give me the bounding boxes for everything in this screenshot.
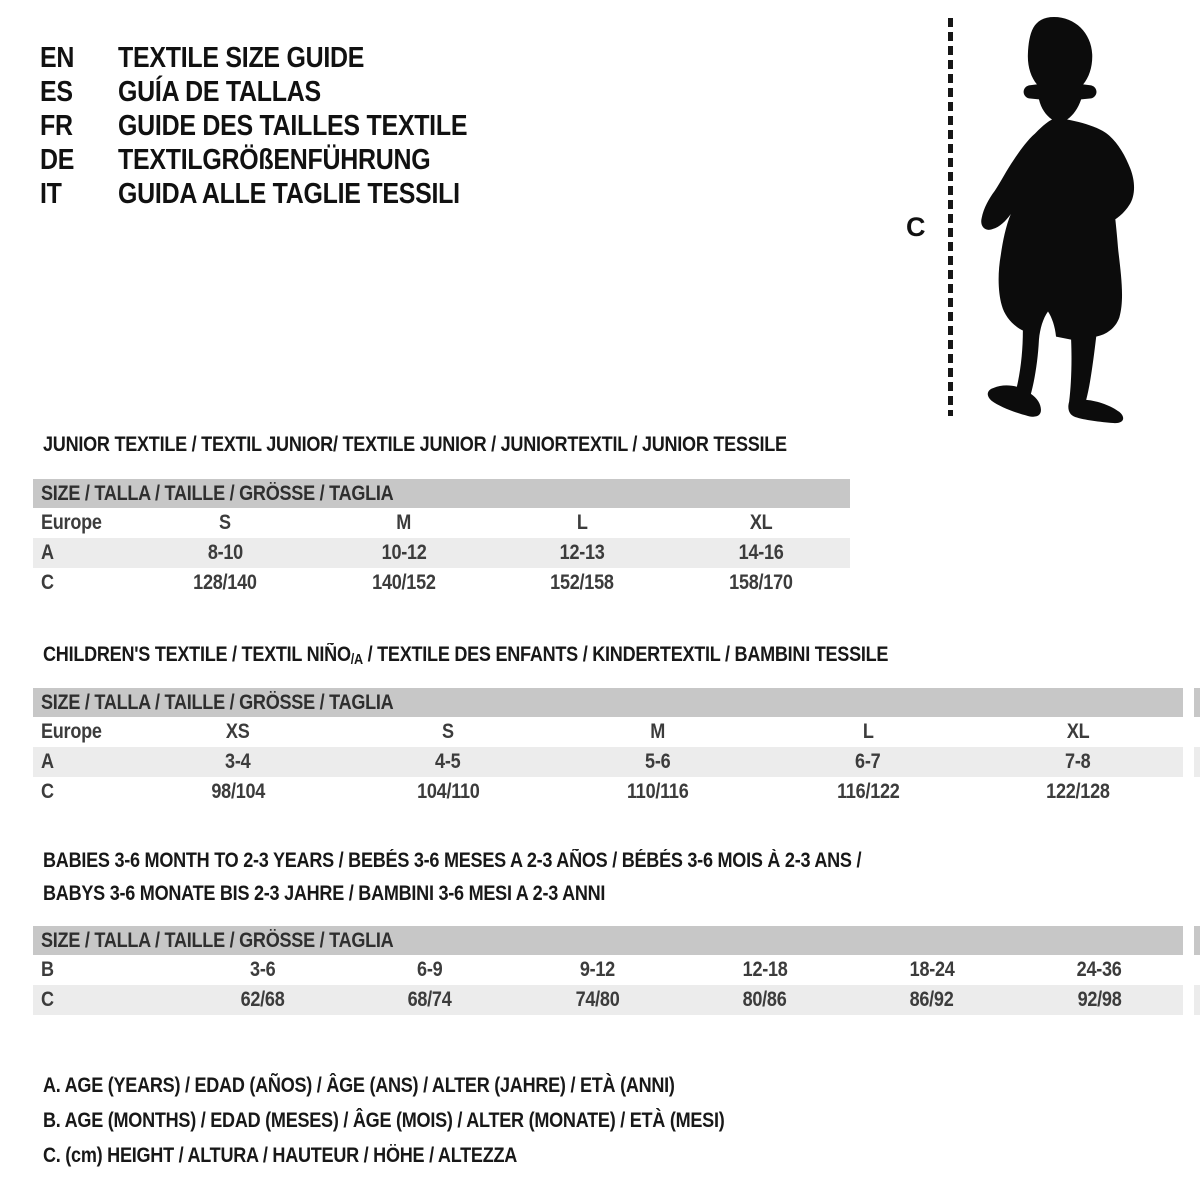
cell-value: 3-4 <box>225 750 251 773</box>
cell-value: 68/74 <box>408 988 452 1011</box>
size-header-bar <box>33 479 850 508</box>
cell-value: 140/152 <box>372 571 436 594</box>
language-code-text: EN <box>40 42 75 74</box>
cell-value: 152/158 <box>550 571 614 594</box>
cell-value: 4-5 <box>435 750 461 773</box>
table-cell <box>136 508 315 538</box>
cell-value: M <box>650 720 666 743</box>
row-label-cell <box>33 568 136 598</box>
table-cell <box>514 955 681 985</box>
cell-value: 62/68 <box>240 988 285 1011</box>
babies-title-text-line2: BABYS 3-6 MONATE BIS 2-3 JAHRE / BAMBINI 3-6 MESI A 2-3 ANNI <box>43 882 606 905</box>
cell-value: 128/140 <box>193 571 257 594</box>
table-cell <box>493 538 672 568</box>
junior-section-title <box>43 433 908 457</box>
babies-section-title-line1 <box>43 849 994 873</box>
table-row-height <box>33 568 850 598</box>
table-edge-sliver <box>1194 985 1200 1015</box>
language-code <box>40 42 118 75</box>
row-label-cell <box>33 777 133 807</box>
table-cell <box>973 717 1183 747</box>
row-label-cell <box>33 955 179 985</box>
table-cell <box>179 985 346 1015</box>
row-label: C <box>41 780 54 803</box>
table-cell <box>343 777 553 807</box>
table-cell <box>763 747 973 777</box>
table-cell <box>136 538 315 568</box>
table-cell <box>553 747 763 777</box>
cell-value: XL <box>1066 720 1090 743</box>
language-code <box>40 110 118 143</box>
cell-value: 6-7 <box>855 750 881 773</box>
cell-value: 8-10 <box>207 541 243 564</box>
cell-value: 122/128 <box>1046 780 1110 803</box>
cell-value: S <box>219 511 232 534</box>
table-cell <box>514 985 681 1015</box>
table-cell <box>681 955 848 985</box>
table-cell <box>973 747 1183 777</box>
babies-section-title-line2 <box>43 882 697 906</box>
guide-title-fr: GUIDE DES TAILLES TEXTILE <box>118 110 468 142</box>
guide-title-es: GUÍA DE TALLAS <box>118 76 321 108</box>
cell-value: 98/104 <box>211 780 265 803</box>
cell-value: 116/122 <box>836 780 900 803</box>
table-row-europe <box>33 508 850 538</box>
table-cell <box>553 777 763 807</box>
row-label: A <box>41 750 54 773</box>
children-title-suffix: / TEXTILE DES ENFANTS / KINDERTEXTIL / BAMBINI TESSILE <box>362 643 889 666</box>
table-row-europe <box>33 717 1183 747</box>
row-label: C <box>41 571 54 594</box>
cell-value: 86/92 <box>910 988 954 1011</box>
cell-value: L <box>576 511 588 534</box>
cell-value: 80/86 <box>742 988 787 1011</box>
language-code-text: DE <box>40 144 75 176</box>
table-cell <box>133 747 343 777</box>
children-title-text <box>43 643 888 668</box>
junior-table <box>33 508 850 598</box>
cell-value: 5-6 <box>645 750 671 773</box>
table-cell <box>133 717 343 747</box>
cell-value: M <box>396 511 412 534</box>
table-cell <box>315 568 494 598</box>
language-row-it <box>40 178 524 212</box>
junior-size-table <box>33 479 850 598</box>
language-row-fr <box>40 110 524 144</box>
height-measure-dashed-line <box>948 18 953 416</box>
table-cell <box>346 955 513 985</box>
table-row-height <box>33 985 1183 1015</box>
table-cell <box>179 955 346 985</box>
language-code-text: FR <box>40 110 73 142</box>
table-cell <box>346 985 513 1015</box>
row-label: A <box>41 541 54 564</box>
language-row-en <box>40 42 524 76</box>
cell-value: S <box>442 720 454 743</box>
cell-value: 12-13 <box>559 541 605 564</box>
table-cell <box>133 777 343 807</box>
table-cell <box>848 985 1015 1015</box>
children-size-table <box>33 688 1183 807</box>
cell-value: XS <box>226 720 250 743</box>
table-cell <box>1016 955 1183 985</box>
table-edge-sliver <box>1194 747 1200 777</box>
size-header-bar <box>33 688 1183 717</box>
cell-value: 24-36 <box>1076 958 1122 981</box>
cell-value: 14-16 <box>738 541 784 564</box>
language-code <box>40 178 118 211</box>
table-cell <box>681 985 848 1015</box>
children-table <box>33 717 1183 807</box>
row-label-cell <box>33 747 133 777</box>
row-label-cell <box>33 985 179 1015</box>
cell-value: 12-18 <box>742 958 788 981</box>
table-row-height <box>33 777 1183 807</box>
note-height-cm <box>43 1144 594 1168</box>
junior-title-text: JUNIOR TEXTILE / TEXTIL JUNIOR/ TEXTILE JUNIOR / JUNIORTEXTIL / JUNIOR TESSILE <box>43 433 787 456</box>
height-label-c: C <box>906 212 926 242</box>
language-code-text: IT <box>40 178 62 210</box>
cell-value: L <box>862 720 874 743</box>
cell-value: 7-8 <box>1065 750 1091 773</box>
toddler-silhouette <box>958 14 1140 426</box>
table-cell <box>315 508 494 538</box>
table-cell <box>973 777 1183 807</box>
cell-value: XL <box>749 511 773 534</box>
table-cell <box>553 717 763 747</box>
cell-value: 18-24 <box>909 958 955 981</box>
language-row-es <box>40 76 524 110</box>
size-header-text: SIZE / TALLA / TAILLE / GRÖSSE / TAGLIA <box>41 690 394 714</box>
cell-value: 74/80 <box>575 988 620 1011</box>
table-cell <box>763 717 973 747</box>
language-code <box>40 144 118 177</box>
table-row-age <box>33 538 850 568</box>
language-title-list <box>40 42 524 212</box>
babies-table <box>33 955 1183 1015</box>
children-section-title <box>43 643 1026 668</box>
table-cell <box>136 568 315 598</box>
cell-value: 104/110 <box>416 780 480 803</box>
cell-value: 9-12 <box>579 958 615 981</box>
note-text: C. (cm) HEIGHT / ALTURA / HAUTEUR / HÖHE / ALTEZZA <box>43 1144 518 1167</box>
table-row-age <box>33 747 1183 777</box>
table-cell <box>672 538 851 568</box>
row-label-cell <box>33 508 136 538</box>
table-cell <box>1016 985 1183 1015</box>
row-label: B <box>41 958 54 981</box>
size-header-bar <box>33 926 1183 955</box>
cell-value: 92/98 <box>1077 988 1122 1011</box>
table-cell <box>343 747 553 777</box>
row-label: C <box>41 988 54 1011</box>
guide-title-de: TEXTILGRÖßENFÜHRUNG <box>118 144 431 176</box>
table-edge-sliver <box>1194 688 1200 717</box>
babies-size-table <box>33 926 1183 1015</box>
language-code-text: ES <box>40 76 73 108</box>
row-label-cell <box>33 538 136 568</box>
language-row-de <box>40 144 524 178</box>
table-cell <box>493 568 672 598</box>
row-label: Europe <box>41 511 102 534</box>
table-cell <box>493 508 672 538</box>
table-edge-sliver <box>1194 926 1200 955</box>
babies-title-text-line1: BABIES 3-6 MONTH TO 2-3 YEARS / BEBÉS 3-6 MESES A 2-3 AÑOS / BÉBÉS 3-6 MOIS À 2-3 ANS / <box>43 849 862 872</box>
cell-value: 6-9 <box>417 958 443 981</box>
table-cell <box>848 955 1015 985</box>
note-age-months <box>43 1109 835 1133</box>
note-text: A. AGE (YEARS) / EDAD (AÑOS) / ÂGE (ANS) / ALTER (JAHRE) / ETÀ (ANNI) <box>43 1074 675 1097</box>
note-age-years <box>43 1074 778 1098</box>
table-cell <box>315 538 494 568</box>
table-cell <box>763 777 973 807</box>
guide-title-it: GUIDA ALLE TAGLIE TESSILI <box>118 178 460 210</box>
guide-title-en: TEXTILE SIZE GUIDE <box>118 42 365 74</box>
row-label: Europe <box>41 720 102 743</box>
note-text: B. AGE (MONTHS) / EDAD (MESES) / ÂGE (MOIS) / ALTER (MONATE) / ETÀ (MESI) <box>43 1109 725 1132</box>
children-title-prefix: CHILDREN'S TEXTILE / TEXTIL NIÑO <box>43 643 351 666</box>
children-title-sub: /A <box>350 652 363 668</box>
row-label-cell <box>33 717 133 747</box>
cell-value: 3-6 <box>249 958 276 981</box>
table-row-months <box>33 955 1183 985</box>
table-cell <box>343 717 553 747</box>
cell-value: 10-12 <box>381 541 427 564</box>
table-cell <box>672 508 851 538</box>
size-header-text: SIZE / TALLA / TAILLE / GRÖSSE / TAGLIA <box>41 481 394 505</box>
size-header-text: SIZE / TALLA / TAILLE / GRÖSSE / TAGLIA <box>41 928 394 952</box>
table-cell <box>672 568 851 598</box>
cell-value: 110/116 <box>627 780 689 803</box>
language-code <box>40 76 118 109</box>
cell-value: 158/170 <box>729 571 793 594</box>
